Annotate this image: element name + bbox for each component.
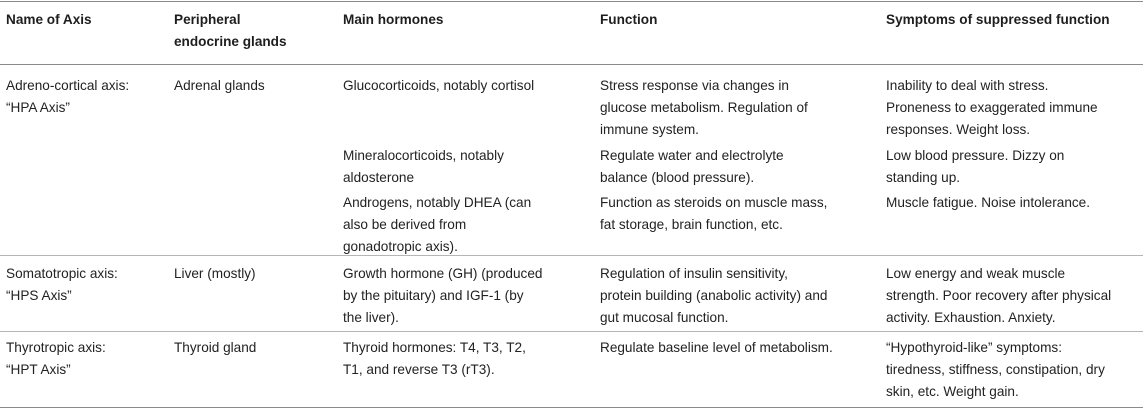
cell-function: Regulation of insulin sensitivity, protein building (anabolic activity) and gut mucosal function. xyxy=(600,266,828,325)
header-function: Function xyxy=(600,12,658,27)
cell-function: Regulate baseline level of metabolism. xyxy=(600,340,833,355)
cell-symptoms: Low energy and weak muscle strength. Poor recovery after physical activity. Exhaustion. Anxiety. xyxy=(886,266,1112,325)
header-main-hormones: Main hormones xyxy=(343,12,444,27)
table-top-rule xyxy=(0,1,1143,2)
cell-symptoms: Low blood pressure. Dizzy on standing up. xyxy=(886,148,1065,185)
header-name-of-axis: Name of Axis xyxy=(6,12,92,27)
header-peripheral-glands: Peripheral endocrine glands xyxy=(174,12,287,49)
cell-axis-name: Thyrotropic axis: “HPT Axis” xyxy=(6,340,106,377)
cell-gland: Liver (mostly) xyxy=(174,266,256,281)
cell-axis-name: Adreno-cortical axis: “HPA Axis” xyxy=(6,78,130,115)
cell-gland: Adrenal glands xyxy=(174,78,265,93)
cell-function: Stress response via changes in glucose metabolism. Regulation of immune system. xyxy=(600,78,808,137)
table-bottom-rule xyxy=(0,407,1143,408)
cell-symptoms: Inability to deal with stress. Proneness to exaggerated immune responses. Weight loss. xyxy=(886,78,1098,137)
cell-hormones: Growth hormone (GH) (produced by the pituitary) and IGF-1 (by the liver). xyxy=(343,266,543,325)
cell-symptoms: Muscle fatigue. Noise intolerance. xyxy=(886,195,1091,210)
cell-hormones: Mineralocorticoids, notably aldosterone xyxy=(343,148,504,185)
cell-axis-name: Somatotropic axis: “HPS Axis” xyxy=(6,266,118,303)
cell-gland: Thyroid gland xyxy=(174,340,257,355)
cell-hormones: Thyroid hormones: T4, T3, T2, T1, and reverse T3 (rT3). xyxy=(343,340,526,377)
header-symptoms: Symptoms of suppressed function xyxy=(886,12,1110,27)
cell-hormones: Glucocorticoids, notably cortisol xyxy=(343,78,535,93)
cell-function: Function as steroids on muscle mass, fat storage, brain function, etc. xyxy=(600,195,828,232)
cell-hormones: Androgens, notably DHEA (can also be derived from gonadotropic axis). xyxy=(343,195,532,254)
row-divider xyxy=(0,255,1143,256)
cell-symptoms: “Hypothyroid-like” symptoms: tiredness, stiffness, constipation, dry skin, etc. Weight gain. xyxy=(886,340,1105,399)
row-divider xyxy=(0,331,1143,332)
cell-function: Regulate water and electrolyte balance (blood pressure). xyxy=(600,148,784,185)
header-bottom-rule xyxy=(0,64,1143,65)
